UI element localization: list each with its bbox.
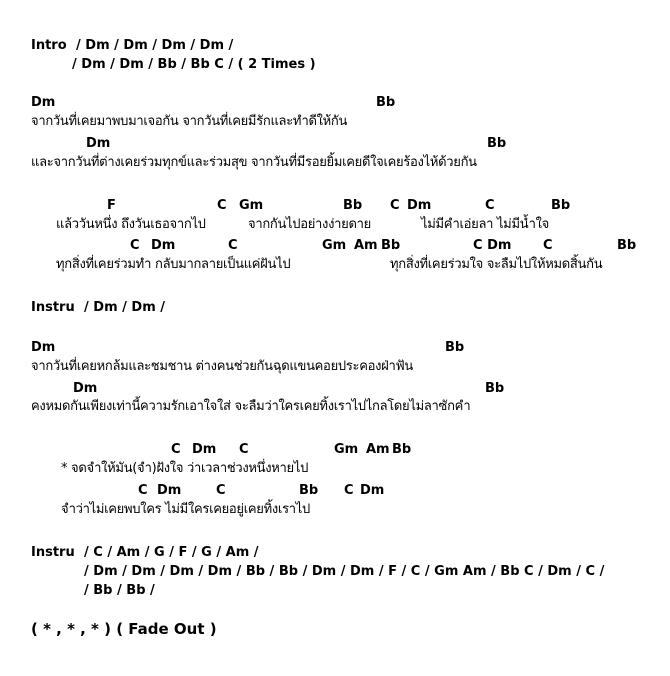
instru-line: / Dm / Dm /: [84, 300, 166, 315]
lyric-line: จากวันที่เคยหกล้มและชมชาน ต่างคนช่วยกันฉุดแขนคอยประคองฝ่าฟัน: [31, 359, 413, 374]
chord: Am: [354, 238, 378, 253]
chord: Bb: [617, 238, 637, 253]
chord: Bb: [376, 95, 396, 110]
chord: C: [485, 198, 495, 213]
chord: Bb: [381, 238, 401, 253]
intro-line-1: / Dm / Dm / Dm / Dm /: [76, 38, 234, 53]
instru-line-1: / C / Am / G / F / G / Am /: [84, 545, 259, 560]
lyric-line: ทุกสิ่งที่เคยร่วมทำ กลับมากลายเป็นแค่ฝันไป: [56, 257, 291, 272]
chord: Dm: [151, 238, 176, 253]
chord: C: [543, 238, 553, 253]
chord: Dm: [360, 483, 385, 498]
lyric-line: * จดจำให้มัน(จำ)ฝังใจ ว่าเวลาช่วงหนึ่งหายไป: [61, 461, 309, 476]
lyric-line: และจากวันที่ต่างเคยร่วมทุกข์และร่วมสุข จากวันที่มีรอยยิ้มเคยดีใจเคยร้องไห้ด้วยกัน: [31, 155, 477, 170]
chord: Dm: [86, 136, 111, 151]
ending-line: ( * , * , * ) ( Fade Out ): [31, 620, 217, 638]
chord: Dm: [407, 198, 432, 213]
chord: C: [130, 238, 140, 253]
lyric-line: ไม่มีคำเอ่ยลา ไม่มีน้ำใจ: [421, 217, 549, 232]
chord: C: [217, 198, 227, 213]
chord: C: [239, 442, 249, 457]
chord: Dm: [192, 442, 217, 457]
chord: C: [216, 483, 226, 498]
instru-label: Instru: [31, 545, 75, 560]
chord: Bb: [551, 198, 571, 213]
chord: Dm: [73, 381, 98, 396]
chord: F: [107, 198, 116, 213]
instru-line-3: / Bb / Bb /: [84, 583, 155, 598]
chord: Am: [366, 442, 390, 457]
lyric-line: แล้ววันหนึ่ง ถึงวันเธอจากไป: [56, 217, 206, 232]
chord: Dm: [157, 483, 182, 498]
instru-line-2: / Dm / Dm / Dm / Dm / Bb / Bb / Dm / Dm / F / C / Gm Am / Bb C / Dm / C /: [84, 564, 605, 579]
chord: Bb: [485, 381, 505, 396]
intro-line-2: / Dm / Dm / Bb / Bb C / ( 2 Times ): [72, 57, 316, 72]
chord: Bb: [445, 340, 465, 355]
chord: C Dm: [473, 238, 512, 253]
chord: Bb: [392, 442, 412, 457]
chord: Bb: [299, 483, 319, 498]
lyric-line: คงหมดกันเพียงเท่านี้ความรักเอาใจใส่ จะลืมว่าใครเคยทิ้งเราไปไกลโดยไม่ลาซักคำ: [31, 399, 471, 414]
chord: Gm: [334, 442, 359, 457]
chord: C: [344, 483, 354, 498]
lyric-line: จากกันไปอย่างง่ายดาย: [248, 217, 371, 232]
chord: Dm: [31, 95, 56, 110]
chord: C: [228, 238, 238, 253]
chord: Gm: [239, 198, 264, 213]
instru-label: Instru: [31, 300, 75, 315]
intro-label: Intro: [31, 38, 67, 53]
chord: C: [171, 442, 181, 457]
lyric-line: จำว่าไม่เคยพบใคร ไม่มีใครเคยอยู่เคยทิ้งเราไป: [61, 502, 310, 517]
chord: Dm: [31, 340, 56, 355]
lyric-line: จากวันที่เคยมาพบมาเจอกัน จากวันที่เคยมีรักและทำดีให้กัน: [31, 114, 348, 129]
chord: C: [138, 483, 148, 498]
chord: C: [390, 198, 400, 213]
chord: Bb: [343, 198, 363, 213]
chord: Bb: [487, 136, 507, 151]
chord: Gm: [322, 238, 347, 253]
lyric-line: ทุกสิ่งที่เคยร่วมใจ จะลืมไปให้หมดสิ้นกัน: [390, 257, 603, 272]
